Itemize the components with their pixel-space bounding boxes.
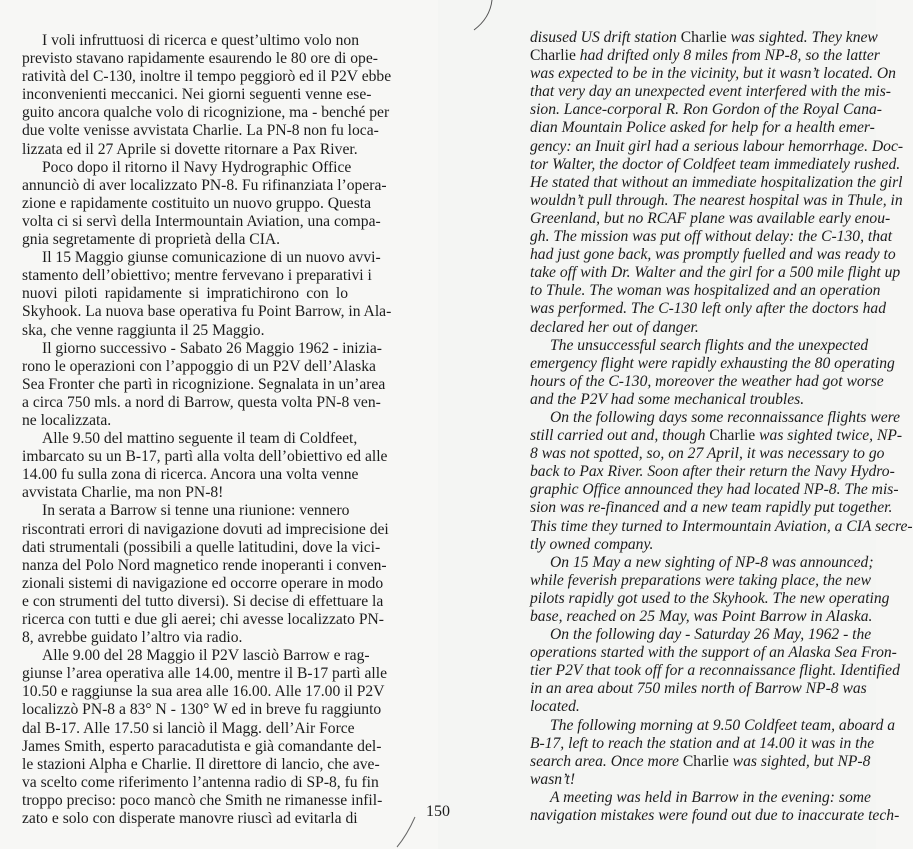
text-line: search area. Once more Charlie was sighted, but NP-8 xyxy=(530,752,871,770)
text-line: located. xyxy=(530,698,580,716)
text-line: Skyhook. La nuova base operativa fu Point Barrow, in Ala- xyxy=(22,303,392,321)
left-column-text xyxy=(22,32,392,828)
text-line: zione e rapidamente costituito un nuovo gruppo. Questa xyxy=(22,194,372,212)
text-line: rono le operazioni con l’appoggio di un P2V dell’Alaska xyxy=(22,357,376,375)
text-line: Alle 9.50 del mattino seguente il team di Coldfeet, xyxy=(42,430,358,448)
paragraph xyxy=(530,553,890,626)
text-line: 8, avrebbe guidato l’altro via radio. xyxy=(22,629,243,647)
text-line: was expected to be in the vicinity, but it wasn’t located. On xyxy=(530,65,896,83)
text-line: graphic Office announced they had located NP-8. The mis- xyxy=(530,481,899,499)
roman-name: Charlie xyxy=(530,47,576,65)
paragraph xyxy=(530,29,904,337)
text-line: wouldn’t pull through. The nearest hospital was in Thule, in xyxy=(530,191,903,209)
page-number: 150 xyxy=(426,803,450,820)
text-line: ska, che venne raggiunta il 25 Maggio. xyxy=(22,321,265,339)
paragraph xyxy=(530,716,896,789)
text-line: and the P2V had some mechanical troubles. xyxy=(530,390,805,408)
text-line: tly owned company. xyxy=(530,535,654,553)
text-line: B-17, left to reach the station and at 14.00 it was in the xyxy=(530,734,875,752)
text-line: stamento dell’obiettivo; mentre fervevano i preparativi i xyxy=(22,267,372,285)
paragraph xyxy=(22,339,386,430)
text-line: Greenland, but no RCAF plane was available early enou- xyxy=(530,209,891,227)
text-line: The unsuccessful search flights and the unexpected xyxy=(550,336,869,354)
paragraph xyxy=(530,408,913,554)
text-line: had just gone back, was promptly fuelled and was ready to xyxy=(530,246,896,264)
text-line: le stazioni Alpha e Charlie. Il direttore di lancio, che ave- xyxy=(22,755,380,773)
text-line: He stated that without an immediate hospitalization the girl xyxy=(530,173,903,191)
text-line: dal B-17. Alle 17.50 si lanciò il Magg. dell’Air Force xyxy=(22,719,355,737)
text-line: operations started with the support of an Alaska Sea Fron- xyxy=(530,644,897,662)
text-line: On the following day - Saturday 26 May, 1962 - the xyxy=(550,626,872,644)
text-line: Charlie had drifted only 8 miles from NP-8, so the latter xyxy=(530,47,880,65)
text-line: A meeting was held in Barrow in the evening: some xyxy=(550,788,871,806)
text-line: The following morning at 9.50 Coldfeet team, aboard a xyxy=(550,716,896,734)
text-line: Il giorno successivo - Sabato 26 Maggio 1962 - inizia- xyxy=(42,339,382,357)
text-line: volta ci si servì della Intermountain Aviation, una compa- xyxy=(22,212,381,230)
text-line: take off with Dr. Walter and the girl for a 500 mile flight up xyxy=(530,264,901,282)
paragraph xyxy=(22,430,388,502)
paragraph xyxy=(530,626,900,716)
text-line: sion. Lance-corporal R. Ron Gordon of the Royal Cana- xyxy=(530,101,882,119)
text-line: a circa 750 mls. a nord di Barrow, questa volta PN-8 ven- xyxy=(22,393,381,411)
paragraph xyxy=(22,32,392,159)
text-line: James Smith, esperto paracadutista e già comandante del- xyxy=(22,737,382,755)
roman-name: Charlie xyxy=(709,427,756,445)
paragraph xyxy=(530,336,895,409)
text-line: Sea Fronter che partì in ricognizione. Segnalata in un’area xyxy=(22,375,386,393)
text-line: va scelto come riferimento l’antenna radio di SP-8, fu fin xyxy=(22,773,379,791)
text-line: due volte venisse avvistata Charlie. La PN-8 non fu loca- xyxy=(22,122,379,140)
pencil-mark-bottom xyxy=(395,815,419,849)
text-line: disused US drift station Charlie was sighted. They knew xyxy=(530,29,878,46)
pencil-mark-top xyxy=(470,0,500,32)
text-line: On 15 May a new sighting of NP-8 was announced; xyxy=(550,553,874,571)
text-line: to Thule. The woman was hospitalized and an operation xyxy=(530,282,881,300)
text-line: inconvenienti meccanici. Nei giorni seguenti venne ese- xyxy=(22,86,372,104)
text-line: On the following days some reconnaissance flights were xyxy=(550,408,901,426)
text-line: ne localizzata. xyxy=(22,411,112,429)
text-line: Poco dopo il ritorno il Navy Hydrographic Office xyxy=(42,158,352,176)
text-line: annunciò di aver localizzato PN-8. Fu rifinanziata l’opera- xyxy=(22,176,387,194)
text-line: nuovi piloti rapidamente si impratichirono con lo xyxy=(22,285,348,303)
text-line: imbarcato su un B-17, partì alla volta dell’obiettivo ed alle xyxy=(22,448,388,466)
text-line: while feverish preparations were taking place, the new xyxy=(530,571,871,589)
text-line: previsto stavano rapidamente esaurendo le 80 ore di ope- xyxy=(22,50,378,68)
text-line: riscontrati errori di navigazione dovuti ad imprecisione dei xyxy=(22,520,389,538)
text-line: gh. The mission was put off without delay: the C-130, that xyxy=(530,228,893,246)
text-line: ratività del C-130, inoltre il tempo peggiorò ed il P2V ebbe xyxy=(22,68,392,86)
text-line: pilots rapidly got used to the Skyhook. The new operating xyxy=(530,589,890,607)
text-line: dian Mountain Police asked for help for a health emer- xyxy=(530,119,875,137)
text-line: giunse l’area operativa alle 14.00, mentre il B-17 partì alle xyxy=(22,665,388,683)
text-line: gnia segretamente di proprietà della CIA. xyxy=(22,231,281,249)
text-line: declared her out of danger. xyxy=(530,318,699,336)
text-line: I voli infruttuosi di ricerca e quest’ultimo volo non xyxy=(42,32,360,49)
text-line: Il 15 Maggio giunse comunicazione di un nuovo avvi- xyxy=(42,249,381,267)
paragraph xyxy=(22,158,387,249)
text-line: lizzata ed il 27 Aprile si dovette ritornare a Pax River. xyxy=(22,140,358,158)
text-line: in an area about 750 miles north of Barrow NP-8 was xyxy=(530,680,867,698)
text-line: dati strumentali (possibili a quelle latitudini, dove la vici- xyxy=(22,538,381,556)
text-line: avvistata Charlie, ma non PN-8! xyxy=(22,484,224,502)
text-line: troppo preciso: poco mancò che Smith ne rimanesse infil- xyxy=(22,791,383,809)
text-line: gency: an Inuit girl had a serious labour hemorrhage. Doc- xyxy=(530,137,904,155)
text-line: localizzò PN-8 a 83° N - 130° W ed in breve fu raggiunto xyxy=(22,701,382,719)
paragraph xyxy=(22,249,392,339)
right-column-text xyxy=(530,29,913,825)
text-line: base, reached on 25 May, was Point Barrow in Alaska. xyxy=(530,608,873,625)
text-line: 8 was not spotted, so, on 27 April, it was necessary to go xyxy=(530,445,885,463)
paragraph xyxy=(22,647,388,828)
text-line: guito ancora qualche volo di ricognizione, ma - benché per xyxy=(22,104,390,122)
text-line: back to Pax River. Soon after their return the Navy Hydro- xyxy=(530,463,895,481)
text-line: zionali sistemi di navigazione ed occorre operare in modo xyxy=(22,574,384,592)
text-line: ricerca con tutti e due gli aerei; chi avesse localizzato PN- xyxy=(22,611,384,628)
text-line: navigation mistakes were found out due to inaccurate tech- xyxy=(530,807,900,825)
text-line: sion was re-financed and a new team rapidly put together. xyxy=(530,499,893,517)
text-line: emergency flight were rapidly exhausting the 80 operating xyxy=(530,354,895,372)
text-line: In serata a Barrow si tenne una riunione: vennero xyxy=(42,502,350,520)
text-line: tor Walter, the doctor of Coldfeet team immediately rushed. xyxy=(530,155,901,173)
text-line: e con strumenti del tutto diversi). Si decise di effettuare la xyxy=(22,592,384,610)
roman-name: Charlie xyxy=(680,29,727,46)
text-line: tier P2V that took off for a reconnaissance flight. Identified xyxy=(530,662,900,680)
text-line: hours of the C-130, moreover the weather had got worse xyxy=(530,372,884,390)
roman-name: Charlie xyxy=(682,752,729,770)
text-line: that very day an unexpected event interfered with the mis- xyxy=(530,83,891,101)
text-line: 10.50 e raggiunse la sua area alle 16.00. Alle 17.00 il P2V xyxy=(22,683,385,701)
text-line: wasn’t! xyxy=(530,770,576,788)
text-line: This time they turned to Intermountain Aviation, a CIA secre- xyxy=(530,517,913,535)
text-line: zato e solo con disperate manovre riuscì ad evitarla di xyxy=(22,810,358,828)
text-line: nanza del Polo Nord magnetico rende inoperanti i conven- xyxy=(22,556,387,574)
paragraph xyxy=(530,788,900,825)
paragraph xyxy=(22,502,389,647)
text-line: was performed. The C-130 left only after the doctors had xyxy=(530,300,887,318)
text-line: 14.00 fu sulla zona di ricerca. Ancora una volta venne xyxy=(22,466,359,484)
text-line: Alle 9.00 del 28 Maggio il P2V lasciò Barrow e rag- xyxy=(42,647,370,665)
text-line: still carried out and, though Charlie was sighted twice, NP- xyxy=(530,427,903,445)
